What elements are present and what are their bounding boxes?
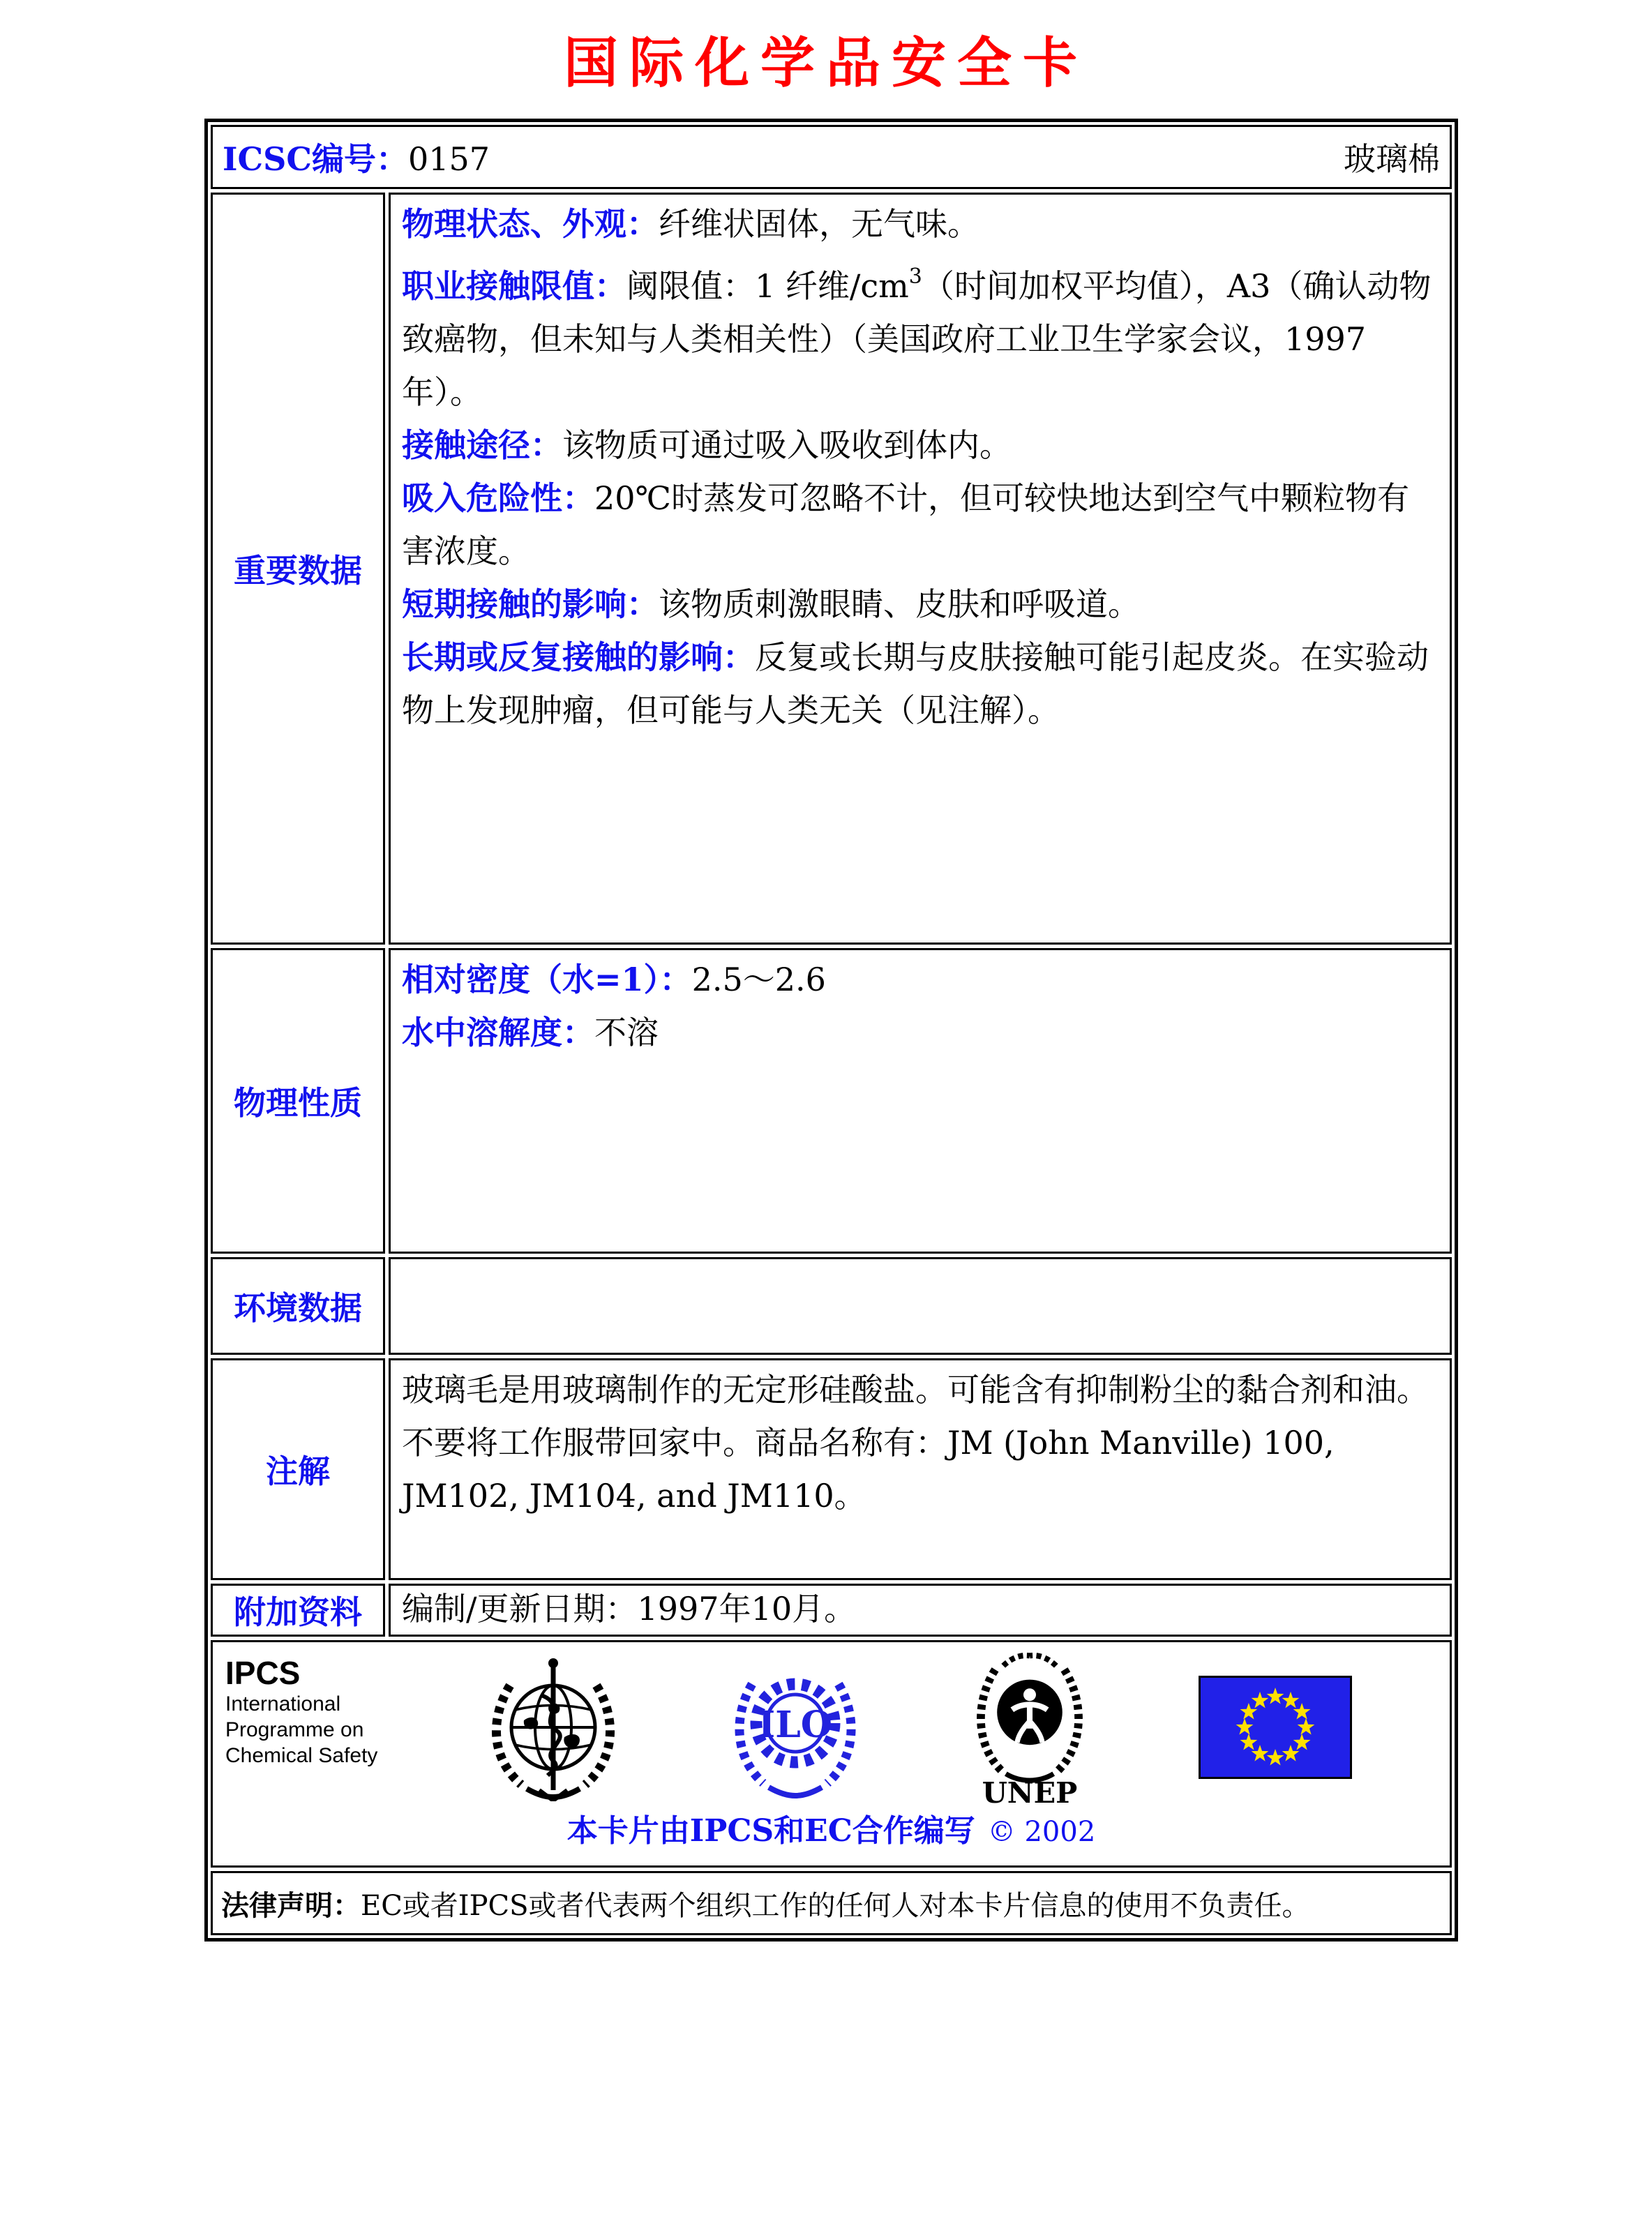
field-value: 玻璃毛是用玻璃制作的无定形硅酸盐。可能含有抑制粉尘的黏合剂和油。不要将工作服带回家中。商品名称有：JM (John Manville) 100, JM102, JM104, and JM110。 bbox=[402, 1371, 1429, 1515]
page-title: 国际化学品安全卡 bbox=[563, 31, 1088, 95]
ipcs-block bbox=[225, 1655, 377, 1768]
icsc-number-value: 0157 bbox=[407, 140, 490, 178]
legal-text: EC或者IPCS或者代表两个组织工作的任何人对本卡片信息的使用不负责任。 bbox=[361, 1889, 1310, 1922]
credit-line bbox=[213, 1814, 1450, 1849]
section-label-important-data: 重要数据 bbox=[211, 193, 385, 945]
field-value: 20℃时蒸发可忽略不计，但可较快地达到空气中颗粒物有害浓度。 bbox=[402, 479, 1409, 570]
section-content-environmental-data bbox=[389, 1257, 1452, 1355]
section-row-physical-properties bbox=[211, 948, 1452, 1254]
logos-cell bbox=[211, 1640, 1452, 1868]
icsc-number-group bbox=[223, 134, 490, 180]
section-content-notes bbox=[389, 1358, 1452, 1580]
section-row-additional-information bbox=[211, 1584, 1452, 1637]
ilo-monogram: ILO bbox=[758, 1704, 832, 1746]
field-value: 不溶 bbox=[594, 1014, 659, 1051]
field-value: 反复或长期与皮肤接触可能引起皮炎。在实验动物上发现肿瘤，但可能与人类无关（见注解）。 bbox=[402, 638, 1429, 729]
paragraph bbox=[402, 631, 1439, 737]
field-value: 纤维状固体，无气味。 bbox=[659, 205, 979, 243]
section-content-additional-information bbox=[389, 1584, 1452, 1637]
field-label: 水中溶解度： bbox=[402, 1014, 594, 1051]
ipcs-subtitle-line: Programme on bbox=[225, 1718, 364, 1741]
ilo-gear-laurel-icon bbox=[729, 1653, 862, 1801]
legal-label: 法律声明： bbox=[221, 1888, 361, 1922]
ipcs-subtitle-line: Chemical Safety bbox=[225, 1744, 378, 1767]
unep-label: UNEP bbox=[982, 1775, 1078, 1810]
section-row-important-data bbox=[211, 193, 1452, 945]
ipcs-title: IPCS bbox=[225, 1655, 301, 1691]
substance-name: 玻璃棉 bbox=[1344, 140, 1440, 178]
legal-row bbox=[211, 1871, 1452, 1935]
field-label: 相对密度（水=1）： bbox=[402, 961, 692, 998]
paragraph bbox=[402, 472, 1439, 578]
icsc-number-label: ICSC编号： bbox=[223, 140, 408, 178]
field-label: 短期接触的影响： bbox=[402, 585, 659, 623]
header-cell bbox=[211, 125, 1452, 189]
field-value: 该物质刺激眼睛、皮肤和呼吸道。 bbox=[659, 585, 1140, 623]
eu-flag-12-stars-icon bbox=[1199, 1676, 1352, 1779]
field-label: 长期或反复接触的影响： bbox=[402, 638, 755, 676]
field-value: 阈限值：1 纤维/cm bbox=[626, 267, 909, 305]
legal-cell bbox=[211, 1871, 1452, 1935]
section-row-environmental-data bbox=[211, 1257, 1452, 1355]
paragraph bbox=[402, 1363, 1439, 1522]
section-row-notes bbox=[211, 1358, 1452, 1580]
section-label-physical-properties: 物理性质 bbox=[211, 948, 385, 1254]
paragraph bbox=[402, 1006, 1439, 1059]
field-value: 2.5～2.6 bbox=[691, 961, 826, 998]
paragraph bbox=[402, 1587, 1439, 1630]
field-label: 物理状态、外观： bbox=[402, 205, 659, 243]
section-label-additional-information: 附加资料 bbox=[211, 1584, 385, 1637]
field-value: 编制/更新日期：1997年10月。 bbox=[402, 1590, 857, 1628]
credit-text: 本卡片由IPCS和EC合作编写 bbox=[566, 1813, 975, 1849]
section-label-notes: 注解 bbox=[211, 1358, 385, 1580]
paragraph bbox=[402, 197, 1439, 250]
field-value: （时间加权平均值），A3（确认动物致癌物，但未知与人类相关性）（美国政府工业卫生学家会议，1997年）。 bbox=[402, 267, 1432, 411]
paragraph bbox=[402, 250, 1439, 419]
header-row bbox=[211, 125, 1452, 189]
field-label: 接触途径： bbox=[402, 426, 562, 464]
ipcs-subtitle-line: International bbox=[225, 1692, 341, 1715]
superscript: 3 bbox=[908, 264, 922, 289]
section-content-physical-properties bbox=[389, 948, 1452, 1254]
logos-strip bbox=[213, 1651, 1450, 1810]
paragraph bbox=[402, 578, 1439, 631]
unep-figure-laurel-icon bbox=[967, 1644, 1092, 1811]
section-content-important-data bbox=[389, 193, 1452, 945]
icsc-card bbox=[204, 119, 1458, 1942]
field-value: 该物质可通过吸入吸收到体内。 bbox=[562, 426, 1012, 464]
field-label: 职业接触限值： bbox=[402, 267, 626, 305]
field-label: 吸入危险性： bbox=[402, 479, 594, 517]
section-label-environmental-data: 环境数据 bbox=[211, 1257, 385, 1355]
who-globe-staff-laurel-icon bbox=[483, 1653, 623, 1801]
logos-row bbox=[211, 1640, 1452, 1868]
credit-copyright: © 2002 bbox=[987, 1816, 1096, 1848]
paragraph bbox=[402, 419, 1439, 472]
paragraph bbox=[402, 953, 1439, 1006]
